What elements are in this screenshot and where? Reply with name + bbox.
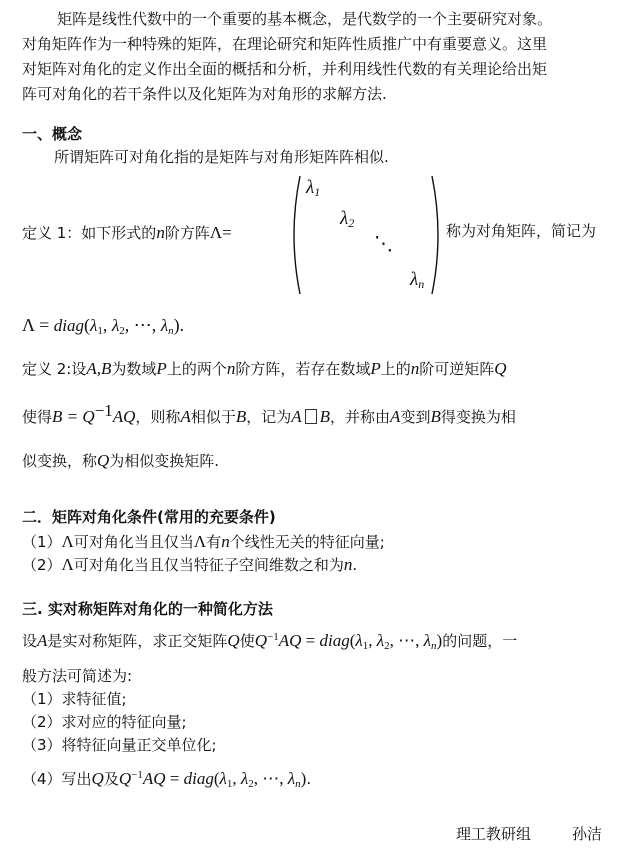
footer-author: 孙洁 <box>572 825 603 843</box>
def1-suffix: 称为对角矩阵，简记为 <box>446 222 597 240</box>
def1-equals: = <box>222 223 232 242</box>
step-1: （1）求特征值; <box>22 690 127 708</box>
matrix-entry-lambda-1: $\lambda_1$ <box>306 177 321 199</box>
intro-line-1: 矩阵是线性代数中的一个重要的基本概念，是代数学的一个主要研究对象。 <box>57 10 553 28</box>
condition-2: （2）Λ可对角化当且仅当特征子空间维数之和为n. <box>22 555 358 574</box>
step-3: （3）将特征向量正交单位化; <box>22 736 217 754</box>
footer-group: 理工教研组 <box>456 825 532 843</box>
intro-line-2: 对角矩阵作为一种特殊的矩阵，在理论研究和矩阵性质推广中有重要意义。这里 <box>22 35 548 53</box>
condition-1: （1）Λ可对角化当且仅当Λ有n个线性无关的特征向量; <box>22 532 385 551</box>
step-2: （2）求对应的特征向量; <box>22 713 187 731</box>
matrix-entry-lambda-n: $\lambda_n$ <box>410 269 425 291</box>
intro-line-4: 阵可对角化的若干条件以及化矩阵为对角形的求解方法. <box>22 85 387 103</box>
section-1-heading: 一、概念 <box>22 125 83 143</box>
section-3-line-2: 般方法可简述为: <box>22 667 133 685</box>
definition-1-line <box>22 224 232 241</box>
step-4: （4）写出Q及$Q^{-1}AQ$ = $diag(\lambda_1$, $\lambda_2$, ⋯, $\lambda_n$). <box>22 769 312 790</box>
definition-2-line-1: 定义 2:设A,B为数域P上的两个n阶方阵，若存在数域P上的n阶可逆矩阵Q <box>22 359 507 378</box>
orthogonal-diag-equation: $Q^{-1}AQ$ = $diag(\lambda_1$, $\lambda_2$, ⋯, $\lambda_n$) <box>254 631 443 652</box>
section-3-line-1: 设A是实对称矩阵，求正交矩阵Q使$Q^{-1}AQ$ = $diag(\lambda_1$, $\lambda_2$, ⋯, $\lambda_n$)的问题，一 <box>22 631 518 652</box>
intro-line-3: 对矩阵对角化的定义作出全面的概括和分析，并利用线性代数的有关理论给出矩 <box>22 60 548 78</box>
section-3-heading: 三. 实对称矩阵对角化的一种简化方法 <box>22 600 273 618</box>
similar-symbol-box <box>305 409 317 424</box>
def1-lambda: Λ <box>209 223 223 242</box>
diagonal-matrix <box>286 172 446 298</box>
definition-2-line-2: 使得$B = Q^{-1}AQ$，则称A相似于B，记为A B，并称由A变到B得变换为相 <box>22 401 516 426</box>
definition-2-line-3: 似变换，称Q为相似变换矩阵. <box>22 451 220 470</box>
def1-prefix: 定义 1：如下形式的 <box>22 224 157 242</box>
def1-mid: 阶方阵 <box>164 224 210 242</box>
matrix-dots: ⋱ <box>374 234 393 255</box>
matrix-entry-lambda-2: $\lambda_2$ <box>340 208 355 230</box>
diag-equation: $\Lambda = diag(\lambda_1$, $\lambda_2$, ⋯, $\lambda_n$). <box>22 315 185 337</box>
def1-n: n <box>156 223 165 242</box>
section-1-text: 所谓矩阵可对角化指的是矩阵与对角形矩阵阵相似. <box>54 148 389 166</box>
section-2-heading: 二．矩阵对角化条件(常用的充要条件) <box>22 508 276 526</box>
